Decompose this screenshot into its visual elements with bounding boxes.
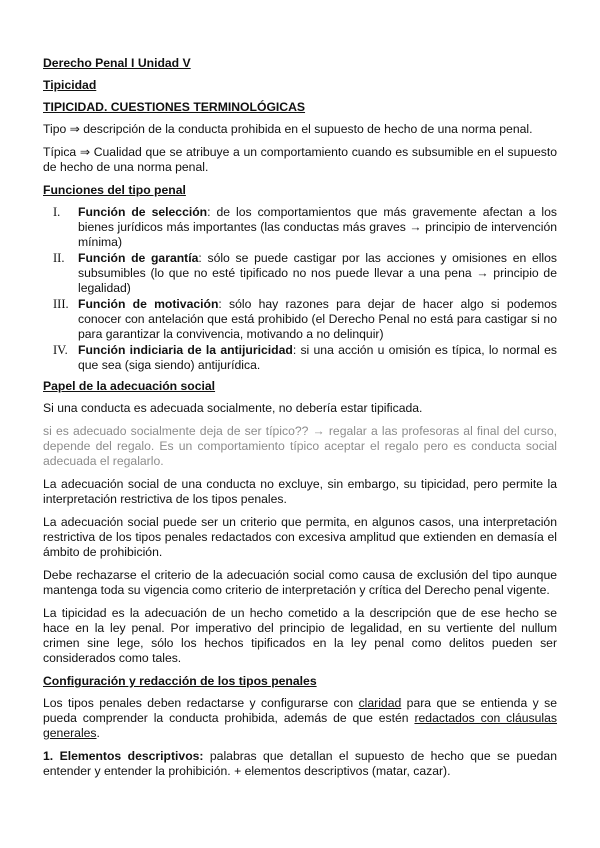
text-run: . [96, 726, 100, 740]
list-term: Función de selección [78, 205, 208, 219]
underlined-text: redactados con cláusulas generales [43, 711, 557, 740]
text-run: para que se entienda y se pueda comprender la conducta prohibida, además de que estén [43, 696, 557, 725]
list-number: I. [53, 205, 61, 219]
tipica-definition: Típica ⇒ Cualidad que se atribuye a un comportamiento cuando es subsumible en el supuesto de hecho de una norma penal. [43, 145, 557, 174]
list-number: II. [53, 251, 65, 265]
funciones-list [43, 205, 557, 373]
document-title: Derecho Penal I Unidad V [43, 56, 191, 70]
list-text: : sólo se puede castigar por las acciones y omisiones en ellos subsumibles (lo que no esté tipificado no nos puede llevar a una pena → principio de legalidad) [78, 251, 558, 295]
adecuacion-note: si es adecuado socialmente deja de ser típico?? → regalar a las profesoras al final del curso, depende del regalo. Es un comportamiento típico aceptar el regalo pero es conducta social adecuada el regalarlo. [43, 424, 557, 468]
adecuacion-paragraph: Debe rechazarse el criterio de la adecuación social como causa de exclusión del tipo aunque mantenga toda su vigencia como criterio de interpretación y crítica del Derecho penal vigente. [43, 568, 557, 597]
list-item [43, 205, 557, 250]
elementos-term: 1. Elementos descriptivos: [43, 749, 204, 763]
list-term: Función indiciaria de la antijuricidad [78, 343, 293, 357]
configuracion-paragraph [43, 696, 557, 741]
list-number: IV. [53, 343, 68, 357]
adecuacion-paragraph: La tipicidad es la adecuación de un hecho cometido a la descripción que de ese hecho se hace en la ley penal. Por imperativo del principio de legalidad, en su vertiente del nullum crimen sine lege, sólo los hechos tipificados en la ley penal como delitos pueden ser considerados como tales. [43, 606, 557, 665]
list-term: Función de motivación [78, 297, 219, 311]
tipo-definition: Tipo ⇒ descripción de la conducta prohibida en el supuesto de hecho de una norma penal. [43, 122, 533, 136]
list-term: Función de garantía [78, 251, 199, 265]
list-number: III. [53, 297, 69, 311]
text-run: Los tipos penales deben redactarse y configurarse con [43, 696, 359, 710]
section-heading-tipicidad: Tipicidad [43, 78, 97, 92]
adecuacion-paragraph: Si una conducta es adecuada socialmente, no debería estar tipificada. [43, 401, 423, 415]
list-item [43, 297, 557, 342]
adecuacion-paragraph: La adecuación social puede ser un criterio que permita, en algunos casos, una interpretación restrictiva de los tipos penales redactados con excesiva amplitud que extienden en demasía el ámbito de prohibición. [43, 515, 557, 559]
list-text: : sólo hay razones para dejar de hacer algo si podemos conocer con antelación que está prohibido (el Derecho Penal no está para castigar si no para garantizar la convivencia, motivando a no delinquir) [78, 297, 558, 341]
underlined-text: claridad [358, 696, 402, 710]
list-item [43, 251, 557, 296]
elementos-text: palabras que detallan el supuesto de hecho que se puedan entender y entender la prohibición. + elementos descriptivos (matar, cazar). [43, 749, 557, 778]
elementos-paragraph [43, 749, 557, 779]
funciones-heading: Funciones del tipo penal [43, 183, 186, 197]
adecuacion-paragraph: La adecuación social de una conducta no excluye, sin embargo, su tipicidad, pero permite la interpretación restrictiva de los tipos penales. [43, 477, 557, 506]
adecuacion-heading: Papel de la adecuación social [43, 379, 216, 393]
list-text: : de los comportamientos que más gravemente afectan a los bienes jurídicos más importantes (las conductas más graves → principio de intervención mínima) [78, 205, 557, 249]
configuracion-heading: Configuración y redacción de los tipos penales [43, 674, 317, 688]
section-subheading-terminologia: TIPICIDAD. CUESTIONES TERMINOLÓGICAS [43, 100, 306, 114]
list-item [43, 343, 557, 373]
list-text: : si una acción u omisión es típica, lo normal es que sea (siga siendo) antijurídica. [78, 343, 557, 372]
